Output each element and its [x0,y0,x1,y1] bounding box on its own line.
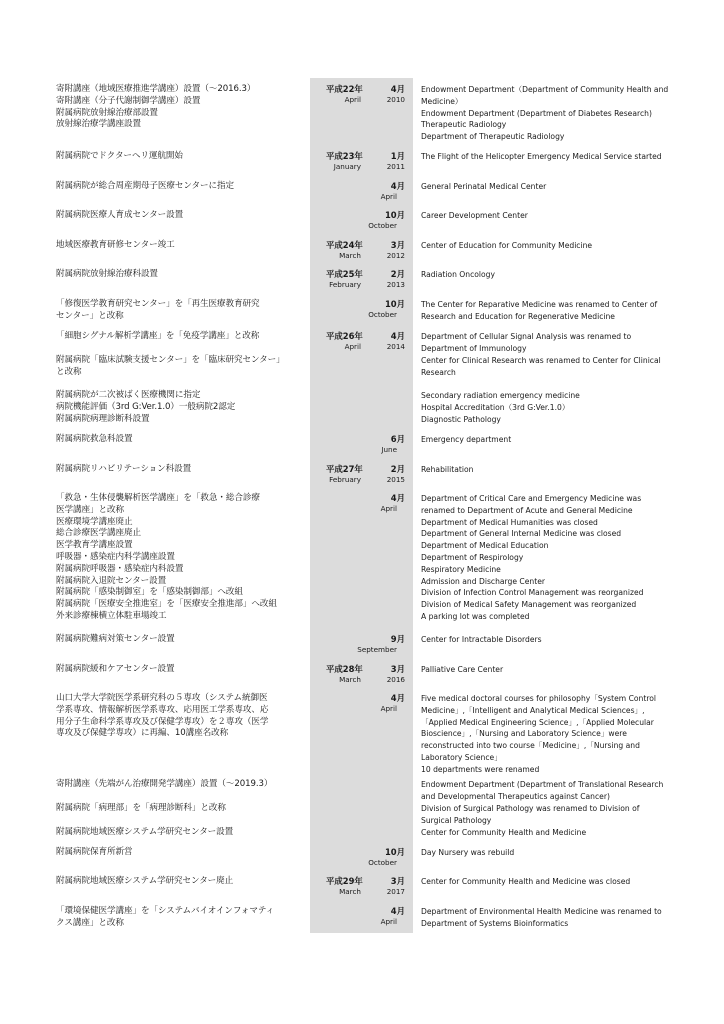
entry-english-text: Division of Surgical Pathology was renamed to Division of Surgical Pathology [421,804,640,825]
month-jp: 10月 [384,847,405,857]
month-en: April [380,192,397,201]
entry-date [310,331,413,355]
month-en: February [329,280,361,289]
entry-english-text: Center of Education for Community Medicine [421,241,593,250]
month-jp: 9月 [390,634,405,644]
entry-english-text: Center for Clinical Research was renamed to Center for Clinical Research [421,356,661,377]
entry-japanese-text: 附属病院放射線治療科設置 [56,269,158,279]
entry-english-text: Endowment Department (Department of Translational Research and Developmental Therapeutics against Cancer) [421,780,664,801]
month-en: April [380,504,397,513]
entry-english-text: Five medical doctoral courses for philosophy「System Control Medicine」,「Intelligent and Analytical Medical Sciences」, 「Applied Medical Engineering Science」,「Applied Molecular Bioscience」,「Nursing and Laboratory Science」were reconstructed into two course「Medicine」,「Nursing and Laboratory Science」 10 departments were renamed [421,694,657,774]
entry-japanese-text: 「修復医学教育研究センター」を「再生医療教育研究 センター」と改称 [56,299,260,321]
month-jp: 10月 [384,210,405,220]
entry-japanese-text: 附属病院医療人育成センター設置 [56,210,184,220]
entry-english-text: Palliative Care Center [421,665,504,674]
entry-date [310,876,413,900]
year-en: 2010 [386,95,405,104]
month-en: March [339,675,361,684]
entry-date [310,906,413,930]
entry-date [310,464,413,488]
entry-date [310,847,413,871]
month-jp: 3月 [390,876,405,886]
month-en: September [357,645,397,654]
month-jp: 4月 [390,331,405,341]
entry-english-text: General Perinatal Medical Center [421,182,547,191]
year-en: 2016 [386,675,405,684]
entry-japanese-text: 附属病院が総合周産期母子医療センターに指定 [56,181,235,191]
entry-date [310,664,413,688]
entry-english-text: The Center for Reparative Medicine was renamed to Center of Research and Education for Regenerative Medicine [421,300,658,321]
entry-date [310,299,413,323]
era-year: 平成22年 [326,84,363,94]
entry-japanese-text: 山口大学大学院医学系研究科の５専攻（システム統御医 学系専攻、情報解析医学系専攻、応用医工学系専攻、応 用分子生命科学系専攻及び保健学専攻）を２専攻（医学 専攻及び保健学専攻）に再編、10講座名改称 [56,693,269,739]
entry-japanese-text: 地域医療教育研修センター竣工 [56,240,175,250]
entry-japanese-text: 「救急・生体侵襲解析医学講座」を「救急・総合診療 医学講座」と改称 医療環境学講座廃止 総合診療医学講座廃止 医学教育学講座設置 呼吸器・感染症内科学講座設置 附属病院呼吸器・感染症内科設置 附属病院入退院センター設置 附属病院「感染制御室」を「感染制御部」へ改組 附属病院「医療安全推進室」を「医療安全推進部」へ改組 外来診療棟横立体駐車場竣工 [56,493,277,621]
entry-english-text: The Flight of the Helicopter Emergency Medical Service started [421,152,662,161]
entry-english-text: Center for Intractable Disorders [421,635,542,644]
month-en: April [380,917,397,926]
era-year: 平成26年 [326,331,363,341]
year-en: 2015 [386,475,405,484]
year-en: 2012 [386,251,405,260]
month-en: October [368,310,397,319]
year-en: 2011 [386,162,405,171]
entry-date [310,269,413,293]
entry-english-text: Center for Community Health and Medicine was closed [421,877,631,886]
month-jp: 4月 [390,181,405,191]
era-year: 平成25年 [326,269,363,279]
month-jp: 4月 [390,693,405,703]
entry-english-text: Center for Community Health and Medicine [421,828,587,837]
month-jp: 10月 [384,299,405,309]
month-en: March [339,251,361,260]
month-en: June [381,445,397,454]
entry-japanese-text: 寄附講座（先端がん治療開発学講座）設置（〜2019.3） [56,779,273,789]
month-en: April [380,704,397,713]
entry-japanese-text: 附属病院緩和ケアセンター設置 [56,664,175,674]
month-jp: 4月 [390,84,405,94]
entry-date [310,634,413,658]
entry-english-text: Department of Cellular Signal Analysis was renamed to Department of Immunology [421,332,632,353]
month-en: January [333,162,361,171]
month-en: April [344,342,361,351]
year-en: 2013 [386,280,405,289]
entry-date [310,493,413,517]
month-en: April [344,95,361,104]
era-year: 平成29年 [326,876,363,886]
month-jp: 3月 [390,240,405,250]
entry-english-text: Radiation Oncology [421,270,495,279]
entry-date [310,84,413,108]
entry-japanese-text: 附属病院地域医療システム学研究センター設置 [56,827,234,837]
entry-english-text: Day Nursery was rebuild [421,848,515,857]
entry-date [310,151,413,175]
entry-japanese-text: 附属病院難病対策センター設置 [56,634,175,644]
month-jp: 2月 [390,464,405,474]
entry-english-text: Endowment Department（Department of Community Health and Medicine） Endowment Department (Department of Diabetes Research) Therapeutic Radiology Department of Therapeutic Radiology [421,85,669,142]
entry-japanese-text: 附属病院でドクターヘリ運航開始 [56,151,183,161]
era-year: 平成23年 [326,151,363,161]
month-en: October [368,858,397,867]
month-jp: 4月 [390,493,405,503]
era-year: 平成24年 [326,240,363,250]
entry-date [310,693,413,717]
entry-date [310,181,413,205]
entry-date [310,240,413,264]
entry-japanese-text: 附属病院保育所新営 [56,847,133,857]
entry-japanese-text: 附属病院救急科設置 [56,434,133,444]
entry-japanese-text: 附属病院地域医療システム学研究センター廃止 [56,876,234,886]
entry-english-text: Department of Environmental Health Medicine was renamed to Department of Systems Bioinformatics [421,907,662,928]
entry-english-text: Career Development Center [421,211,528,220]
entry-english-text: Secondary radiation emergency medicine Hospital Accreditation（3rd G:Ver.1.0） Diagnostic Pathology [421,391,580,424]
year-en: 2014 [386,342,405,351]
entry-japanese-text: 附属病院が二次被ばく医療機関に指定 病院機能評価（3rd G:Ver.1.0）一般病院2認定 附属病院病理診断科設置 [56,390,236,424]
month-jp: 2月 [390,269,405,279]
month-jp: 6月 [390,434,405,444]
entry-date [310,434,413,458]
entry-japanese-text: 附属病院「臨床試験支援センター」を「臨床研究センター」 と改称 [56,355,285,377]
entry-english-text: Emergency department [421,435,512,444]
month-jp: 3月 [390,664,405,674]
month-en: October [368,221,397,230]
era-year: 平成27年 [326,464,363,474]
entry-japanese-text: 附属病院「病理部」を「病理診断科」と改称 [56,803,226,813]
entry-english-text: Department of Critical Care and Emergency Medicine was renamed to Department of Acute and General Medicine Department of Medical Humanities was closed Department of General Internal Medicine was closed Department of Medical Education Department of Respirology Respiratory Medicine Admission and Discharge Center Division of Infection Control Management was reorganized Division of Medical Safety Management was reorganized A parking lot was completed [421,494,644,621]
month-jp: 1月 [390,151,405,161]
entry-japanese-text: 「環境保健医学講座」を「システムバイオインフォマティ クス講座」と改称 [56,906,275,928]
entry-english-text: Rehabilitation [421,465,474,474]
year-en: 2017 [386,887,405,896]
entry-japanese-text: 「細胞シグナル解析学講座」を「免疫学講座」と改称 [56,331,260,341]
entry-japanese-text: 寄附講座（地域医療推進学講座）設置（〜2016.3） 寄附講座（分子代謝制御学講座）設置 附属病院放射線治療部設置 放射線治療学講座設置 [56,84,256,130]
entry-date [310,210,413,234]
month-jp: 4月 [390,906,405,916]
month-en: March [339,887,361,896]
era-year: 平成28年 [326,664,363,674]
month-en: February [329,475,361,484]
entry-japanese-text: 附属病院リハビリテーション科設置 [56,464,192,474]
